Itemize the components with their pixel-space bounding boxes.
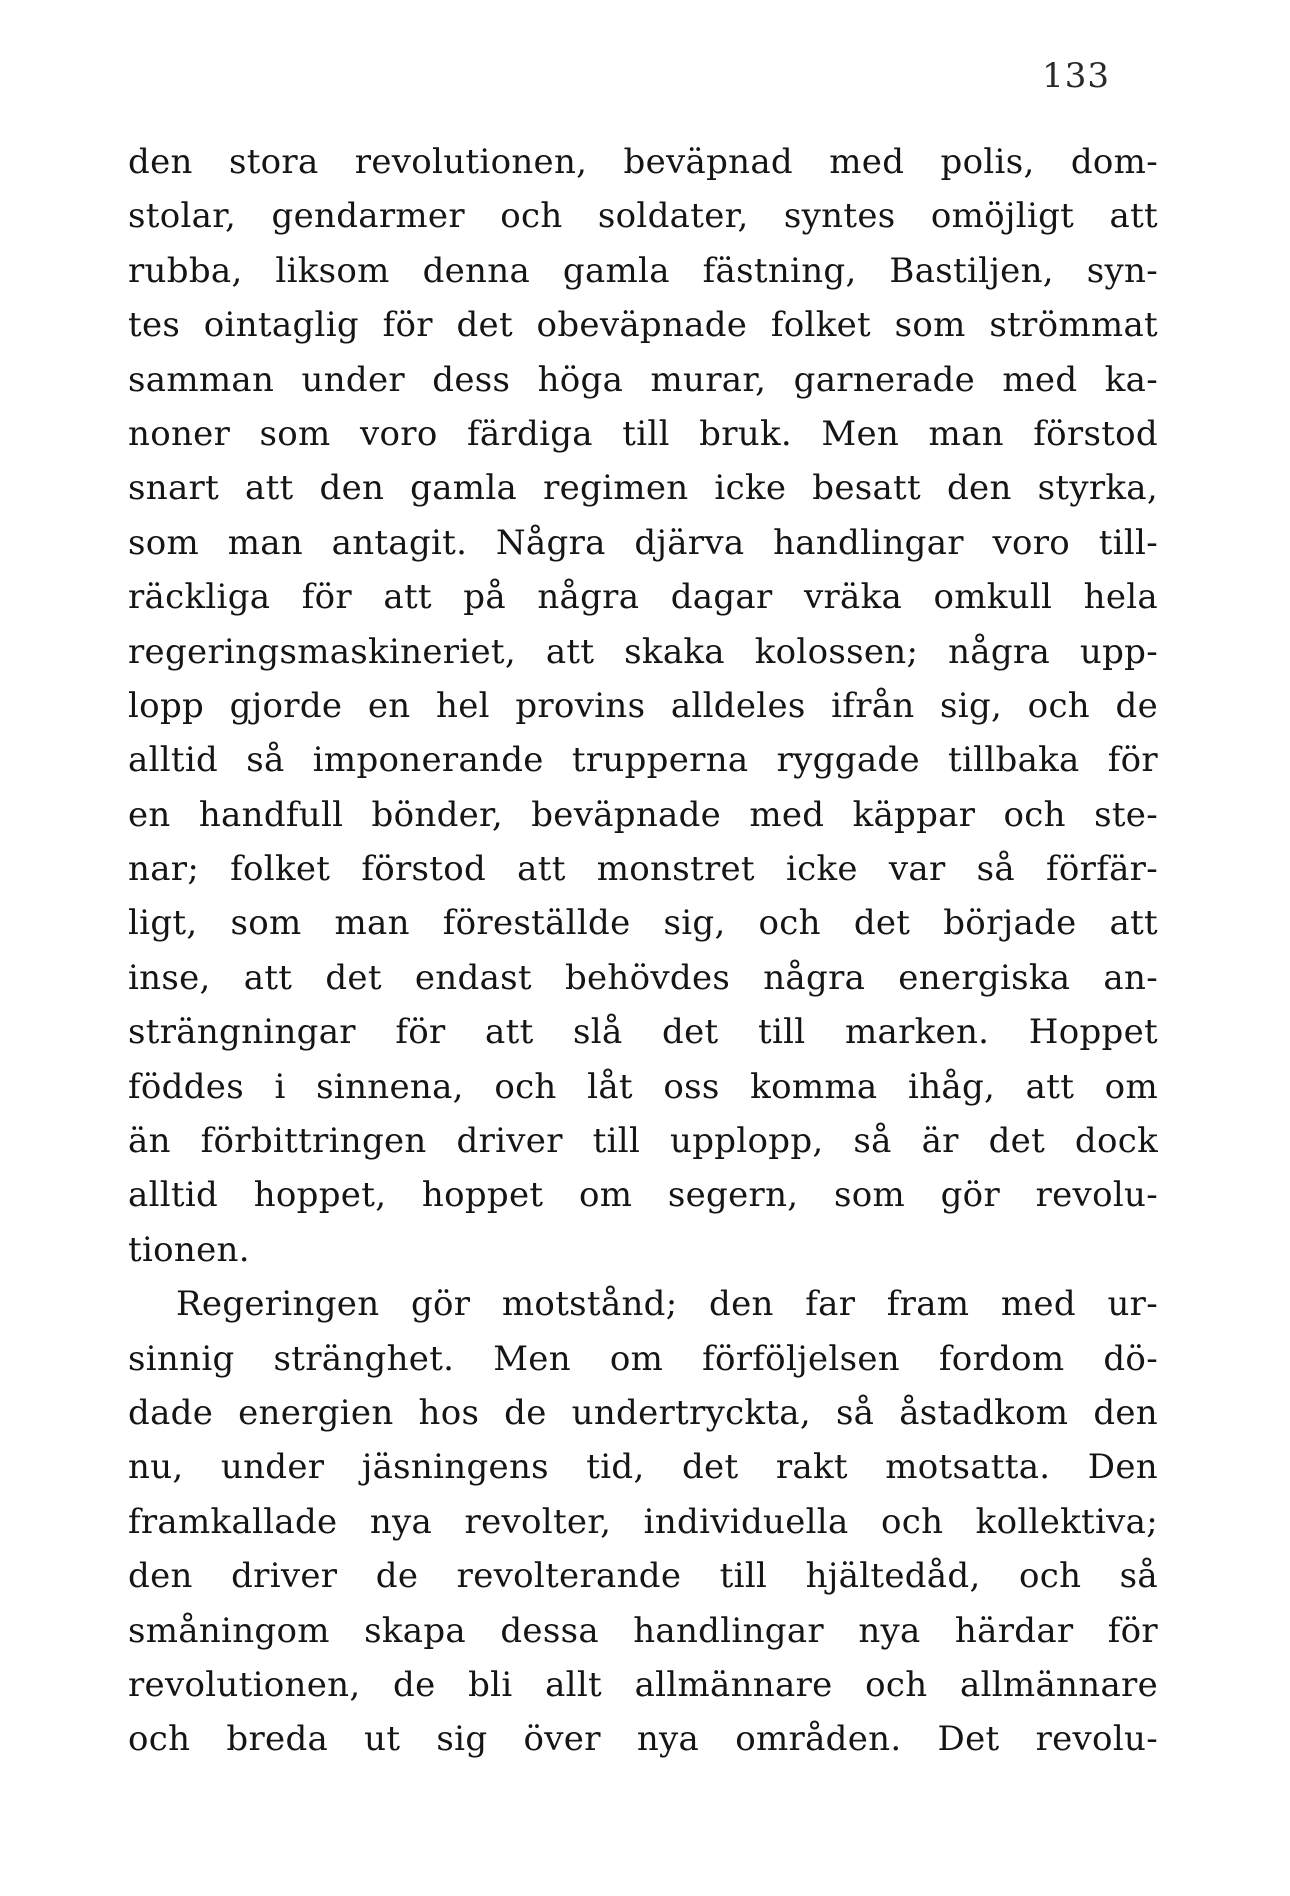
text-line: rubba, liksom denna gamla fästning, Bastiljen, syn-	[128, 250, 1158, 291]
text-line: stolar, gendarmer och soldater, syntes omöjligt att	[128, 196, 1158, 237]
text-line: en handfull bönder, beväpnade med käppar och ste-	[128, 794, 1158, 835]
text-line: alltid hoppet, hoppet om segern, som gör revolu-	[128, 1175, 1158, 1216]
text-line: tes ointaglig för det obeväpnade folket som strömmat	[128, 305, 1158, 346]
text-line: den driver de revolterande till hjältedåd, och så	[128, 1556, 1158, 1597]
text-line: sinnig stränghet. Men om förföljelsen fordom dö-	[128, 1338, 1158, 1379]
text-line: och breda ut sig över nya områden. Det revolu-	[128, 1719, 1158, 1760]
text-line: lopp gjorde en hel provins alldeles ifrån sig, och de	[128, 685, 1158, 726]
text-line: snart att den gamla regimen icke besatt den styrka,	[128, 468, 1158, 509]
text-line: föddes i sinnena, och låt oss komma ihåg, att om	[128, 1066, 1158, 1107]
text-line: dade energien hos de undertryckta, så åstadkom den	[128, 1392, 1158, 1433]
paragraph-end-line: tionen.	[128, 1229, 250, 1270]
text-line: regeringsmaskineriet, att skaka kolossen; några upp-	[128, 631, 1158, 672]
text-line: än förbittringen driver till upplopp, så är det dock	[128, 1121, 1158, 1162]
text-line: räckliga för att på några dagar vräka omkull hela	[128, 577, 1158, 618]
text-line: framkallade nya revolter, individuella och kollektiva;	[128, 1501, 1158, 1542]
text-line: noner som voro färdiga till bruk. Men man förstod	[128, 413, 1158, 454]
text-line: ligt, som man föreställde sig, och det började att	[128, 903, 1158, 944]
body-text	[128, 135, 1158, 1767]
text-line: samman under dess höga murar, garnerade med ka-	[128, 359, 1158, 400]
text-line: som man antagit. Några djärva handlingar voro till-	[128, 522, 1158, 563]
text-line: nu, under jäsningens tid, det rakt motsatta. Den	[128, 1447, 1158, 1488]
text-line: inse, att det endast behövdes några energiska an-	[128, 957, 1158, 998]
text-line: alltid så imponerande trupperna ryggade tillbaka för	[128, 740, 1158, 781]
paragraph-start-line: Regeringen gör motstånd; den far fram med ur-	[176, 1284, 1158, 1325]
page-number: 133	[1042, 56, 1110, 96]
text-line: den stora revolutionen, beväpnad med polis, dom-	[128, 142, 1158, 182]
text-line: nar; folket förstod att monstret icke var så förfär-	[128, 849, 1158, 890]
text-line: småningom skapa dessa handlingar nya härdar för	[128, 1610, 1158, 1651]
text-line: revolutionen, de bli allt allmännare och allmännare	[128, 1664, 1158, 1705]
text-line: strängningar för att slå det till marken. Hoppet	[128, 1012, 1158, 1053]
